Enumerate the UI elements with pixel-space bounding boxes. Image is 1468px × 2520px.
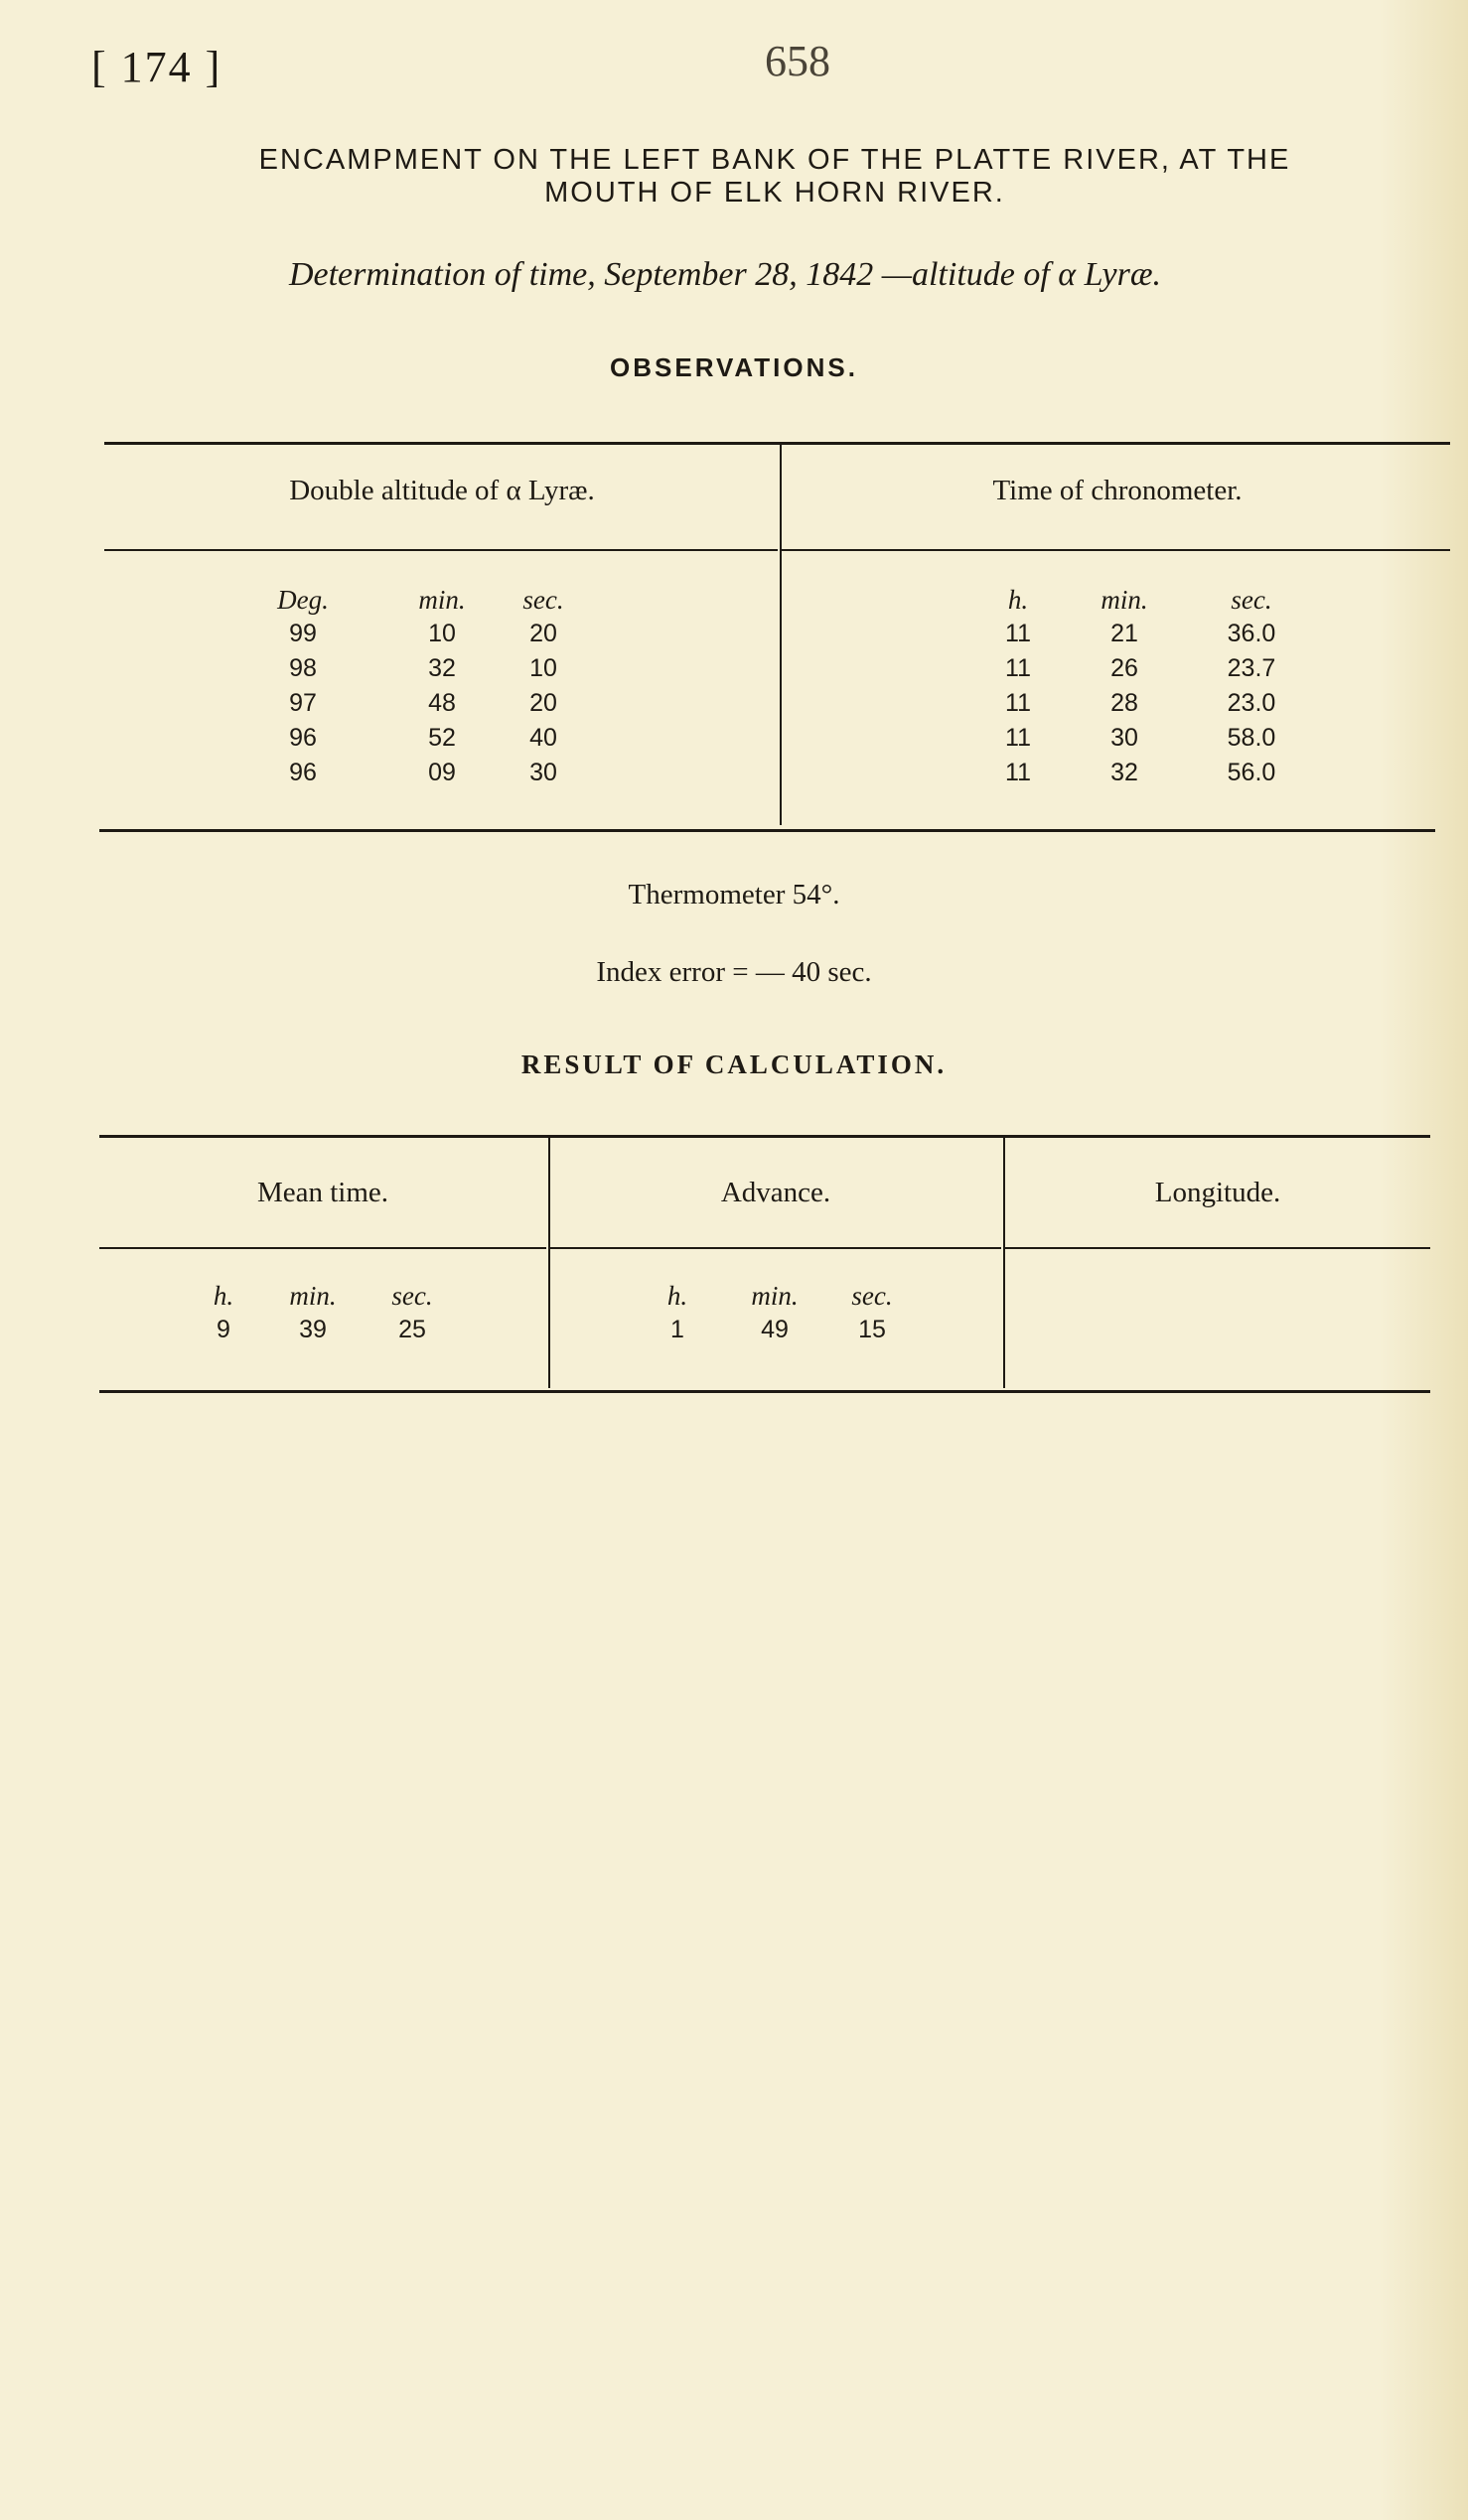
advance-hour-unit: h.: [666, 1281, 688, 1311]
sec-value: 30: [529, 759, 557, 786]
result-header-rule-2: [550, 1247, 1001, 1249]
time-sec-value: 23.0: [1227, 689, 1276, 717]
time-min-value: 21: [1110, 620, 1138, 647]
min-unit: min.: [418, 585, 466, 615]
deg-unit: Deg.: [277, 585, 329, 615]
hour-value: 11: [1005, 724, 1031, 752]
advance-sec-unit: sec.: [851, 1281, 893, 1311]
observations-header-rule-right: [782, 549, 1450, 551]
time-min-value: 26: [1110, 654, 1138, 682]
observations-column-divider: [780, 445, 782, 825]
time-sec-unit: sec.: [1231, 585, 1272, 615]
page-number: 658: [765, 37, 830, 85]
result-divider-2: [1003, 1138, 1005, 1388]
deg-value: 97: [289, 689, 317, 717]
mean-sec-unit: sec.: [391, 1281, 433, 1311]
hour-value: 11: [1005, 759, 1031, 786]
bracketed-page-number: [ 174 ]: [91, 43, 222, 91]
min-value: 32: [428, 654, 456, 682]
index-error: Index error = — 40 sec.: [596, 956, 872, 988]
min-value: 09: [428, 759, 456, 786]
time-sec-value: 58.0: [1227, 724, 1276, 752]
deg-value: 99: [289, 620, 317, 647]
time-min-value: 30: [1110, 724, 1138, 752]
observations-header-rule-left: [104, 549, 778, 551]
thermometer-reading: Thermometer 54°.: [628, 879, 840, 910]
sec-value: 40: [529, 724, 557, 752]
mean-min-unit: min.: [289, 1281, 337, 1311]
mean-hour-value: 9: [217, 1316, 230, 1343]
result-title: RESULT OF CALCULATION.: [520, 1050, 948, 1079]
hour-value: 11: [1005, 689, 1031, 717]
deg-value: 96: [289, 724, 317, 752]
result-bottom-rule: [99, 1390, 1430, 1393]
sec-unit: sec.: [522, 585, 564, 615]
advance-min-unit: min.: [751, 1281, 799, 1311]
observations-top-rule: [104, 442, 1450, 445]
deg-value: 98: [289, 654, 317, 682]
min-value: 10: [428, 620, 456, 647]
result-divider-1: [548, 1138, 550, 1388]
result-header-rule-3: [1005, 1247, 1430, 1249]
hour-value: 11: [1005, 654, 1031, 682]
result-top-rule: [99, 1135, 1430, 1138]
subheading: Determination of time, September 28, 1842 —altitude of α Lyræ.: [288, 256, 1162, 293]
time-sec-value: 56.0: [1227, 759, 1276, 786]
mean-time-header: Mean time.: [256, 1177, 389, 1208]
deg-value: 96: [289, 759, 317, 786]
observations-bottom-rule: [99, 829, 1435, 832]
mean-hour-unit: h.: [213, 1281, 234, 1311]
advance-min-value: 49: [761, 1316, 789, 1343]
observations-title: OBSERVATIONS.: [610, 352, 858, 382]
sec-value: 20: [529, 620, 557, 647]
time-min-value: 28: [1110, 689, 1138, 717]
page-heading: [79, 144, 1468, 210]
time-min-value: 32: [1110, 759, 1138, 786]
altitude-column-header: Double altitude of α Lyræ.: [289, 475, 595, 506]
chronometer-column-header: Time of chronometer.: [992, 475, 1243, 506]
advance-hour-value: 1: [670, 1316, 684, 1343]
time-sec-value: 36.0: [1227, 620, 1276, 647]
longitude-header: Longitude.: [1154, 1177, 1281, 1208]
time-min-unit: min.: [1101, 585, 1148, 615]
sec-value: 10: [529, 654, 557, 682]
time-sec-value: 23.7: [1227, 654, 1276, 682]
heading-line-1: ENCAMPMENT ON THE LEFT BANK OF THE PLATTE RIVER, AT THE: [258, 144, 1291, 176]
min-value: 52: [428, 724, 456, 752]
hour-unit: h.: [1007, 585, 1029, 615]
hour-value: 11: [1005, 620, 1031, 647]
heading-line-2: MOUTH OF ELK HORN RIVER.: [544, 177, 1005, 209]
result-header-rule-1: [99, 1247, 546, 1249]
min-value: 48: [428, 689, 456, 717]
mean-sec-value: 25: [398, 1316, 426, 1343]
advance-sec-value: 15: [858, 1316, 886, 1343]
mean-min-value: 39: [299, 1316, 327, 1343]
advance-header: Advance.: [720, 1177, 831, 1208]
sec-value: 20: [529, 689, 557, 717]
